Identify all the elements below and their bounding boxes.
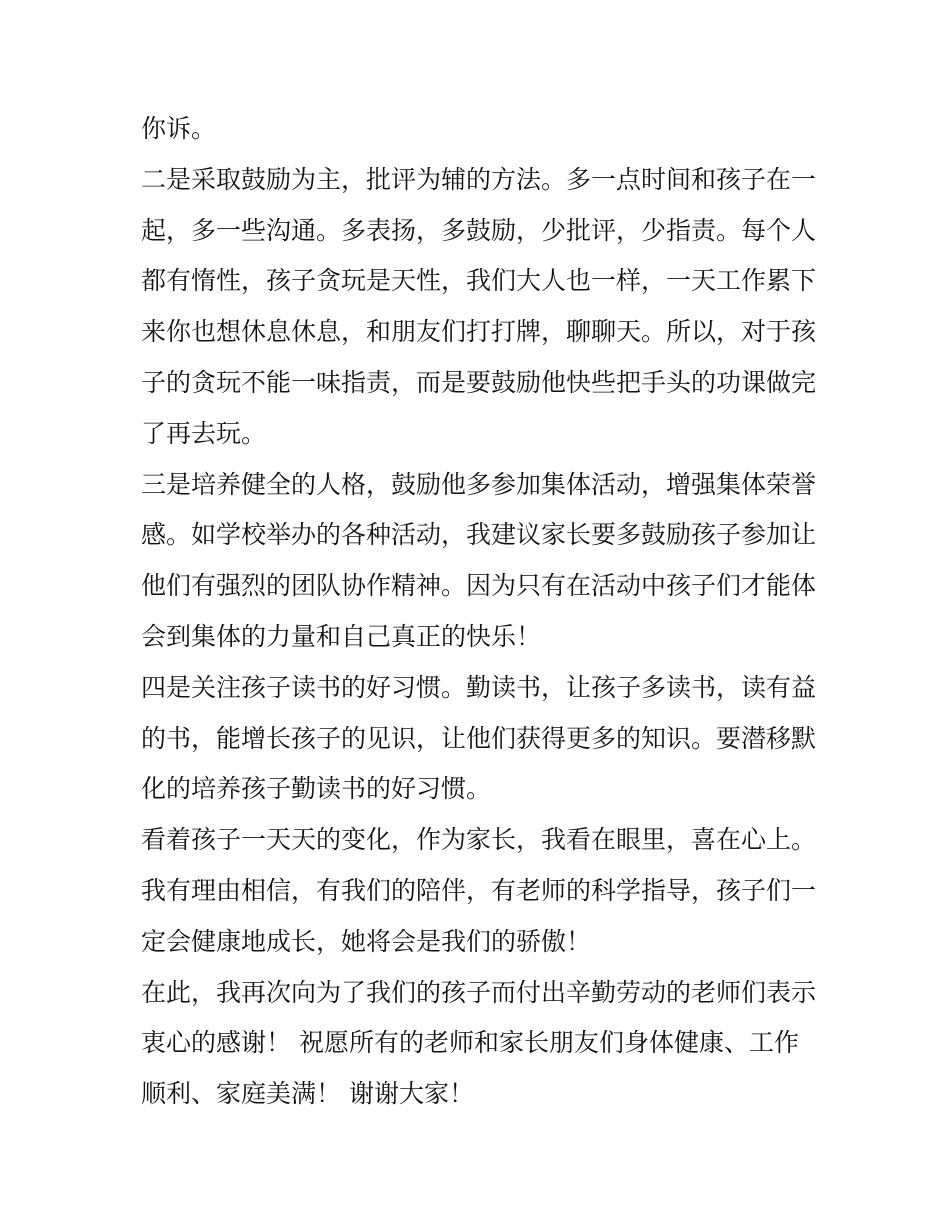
text-line-17: 定会健康地成长，她将会是我们的骄傲！ [141,926,592,956]
text-line-2: 二是采取鼓励为主，批评为辅的方法。多一点时间和孩子在一 [141,164,817,194]
text-line-9: 感。如学校举办的各种活动，我建议家长要多鼓励孩子参加让 [141,520,817,550]
text-line-11: 会到集体的力量和自己真正的快乐！ [141,621,542,651]
text-line-16: 我有理由相信，有我们的陪伴，有老师的科学指导，孩子们一 [141,875,817,905]
text-line-8: 三是培养健全的人格，鼓励他多参加集体活动，增强集体荣誉 [141,469,817,499]
document-body [141,104,821,1120]
text-line-19: 衷心的感谢！ 祝愿所有的老师和家长朋友们身体健康、工作 [141,1028,799,1058]
text-line-12: 四是关注孩子读书的好习惯。勤读书，让孩子多读书，读有益 [141,672,817,702]
text-line-5: 来你也想休息休息，和朋友们打打牌，聊聊天。所以，对于孩 [141,317,817,347]
text-line-7: 了再去玩。 [141,418,267,448]
text-line-15: 看着孩子一天天的变化，作为家长，我看在眼里，喜在心上。 [141,825,817,855]
text-line-1: 你诉。 [141,114,217,143]
text-line-4: 都有惰性，孩子贪玩是天性，我们大人也一样，一天工作累下 [141,266,817,296]
text-line-10: 他们有强烈的团队协作精神。因为只有在活动中孩子们才能体 [141,571,817,601]
text-line-6: 子的贪玩不能一味指责，而是要鼓励他快些把手头的功课做完 [141,367,817,397]
text-line-14: 化的培养孩子勤读书的好习惯。 [141,774,492,804]
text-line-13: 的书，能增长孩子的见识，让他们获得更多的知识。要潜移默 [141,723,817,753]
text-line-3: 起，多一些沟通。多表扬，多鼓励，少批评，少指责。每个人 [141,215,817,245]
text-line-20: 顺利、家庭美满！ 谢谢大家！ [141,1079,474,1109]
text-line-18: 在此，我再次向为了我们的孩子而付出辛勤劳动的老师们表示 [141,977,817,1007]
